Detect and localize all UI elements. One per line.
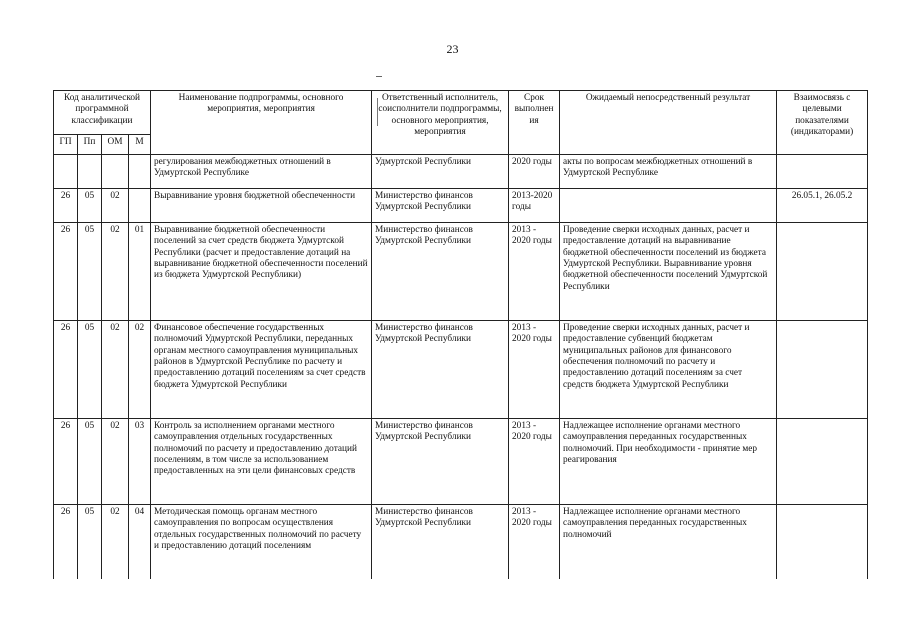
cell-name: Выравнивание бюджетной обеспеченности поселений за счет средств бюджета Удмуртской Республики (расчет и предоставление дотаций на выравнивание бюджетной обеспеченности поселений из бюджета Удмуртской Республики) [151,223,372,321]
cell-term: 2013 - 2020 годы [509,223,560,321]
cell-om: 02 [102,223,129,321]
cell-result: акты по вопросам межбюджетных отношений в Удмуртской Республике [560,155,777,189]
header-gp: ГП [54,135,78,155]
cell-result: Надлежащее исполнение органами местного самоуправления переданных государственных полномочий [560,505,777,579]
header-relation: Взаимосвязь с целевыми показателями (индикаторами) [777,91,868,155]
cell-name: Выравнивание уровня бюджетной обеспеченности [151,189,372,223]
cell-executor: Удмуртской Республики [372,155,509,189]
cell-pp: 05 [78,189,102,223]
cell-gp: 26 [54,321,78,419]
cell-name: регулирования межбюджетных отношений в Удмуртской Республике [151,155,372,189]
cell-executor: Министерство финансов Удмуртской Республики [372,321,509,419]
cell-gp: 26 [54,419,78,505]
cell-result: Проведение сверки исходных данных, расчет и предоставление субвенций бюджетам муниципальных районов для финансового обеспечения полномочий по расчету и предоставлению дотаций поселениям за счет средств бюджета Удмуртской Республики [560,321,777,419]
cell-om [102,155,129,189]
cell-term: 2013 - 2020 годы [509,419,560,505]
cell-term: 2013 - 2020 годы [509,321,560,419]
cell-name: Методическая помощь органам местного самоуправления по вопросам осуществления отдельных государственных полномочий по расчету и предоставлению дотаций поселениям [151,505,372,579]
cell-gp [54,155,78,189]
table-row [54,223,868,321]
header-om: ОМ [102,135,129,155]
cell-name: Контроль за исполнением органами местного самоуправления отдельных государственных полномочий по расчету и предоставлению дотаций поселениям, в том числе за использованием предоставленных на эти цели финансовых средств [151,419,372,505]
cell-relation: 26.05.1, 26.05.2 [777,189,868,223]
cell-relation [777,505,868,579]
scan-artifact [376,76,382,77]
cell-pp: 05 [78,419,102,505]
header-result: Ожидаемый непосредственный результат [560,91,777,155]
cell-pp [78,155,102,189]
page-number: 23 [446,42,459,56]
cell-m: 02 [129,321,151,419]
cell-pp: 05 [78,223,102,321]
cell-om: 02 [102,321,129,419]
header-code: Код аналитической программной классификации [54,91,151,135]
cell-gp: 26 [54,223,78,321]
table-row [54,155,868,189]
program-table [53,90,868,579]
header-name: Наименование подпрограммы, основного мероприятия, мероприятия [151,91,372,155]
header-term: Срок выполнен ия [509,91,560,155]
cell-om: 02 [102,505,129,579]
cell-m: 04 [129,505,151,579]
cell-gp: 26 [54,505,78,579]
cell-gp: 26 [54,189,78,223]
cell-relation [777,419,868,505]
cell-result: Надлежащее исполнение органами местного самоуправления переданных государственных полномочий. При необходимости - принятие мер реагирования [560,419,777,505]
cell-executor: Министерство финансов Удмуртской Республики [372,189,509,223]
table-row [54,189,868,223]
cell-result [560,189,777,223]
cell-pp: 05 [78,321,102,419]
cell-term: 2013 - 2020 годы [509,505,560,579]
table-row [54,505,868,579]
table-row [54,321,868,419]
cell-term: 2020 годы [509,155,560,189]
cell-relation [777,321,868,419]
cell-result: Проведение сверки исходных данных, расчет и предоставление дотаций на выравнивание бюджетной обеспеченности поселений из бюджета Удмуртской Республики. Выравнивание уровня бюджетной обеспеченности поселений Удмуртской Республики [560,223,777,321]
cell-executor: Министерство финансов Удмуртской Республики [372,223,509,321]
cell-om: 02 [102,189,129,223]
header-pp: Пп [78,135,102,155]
cell-m: 03 [129,419,151,505]
cell-pp: 05 [78,505,102,579]
header-m: М [129,135,151,155]
cell-om: 02 [102,419,129,505]
cell-m: 01 [129,223,151,321]
cell-executor: Министерство финансов Удмуртской Республики [372,419,509,505]
cell-executor: Министерство финансов Удмуртской Республики [372,505,509,579]
cell-m [129,189,151,223]
table-row [54,419,868,505]
cell-m [129,155,151,189]
cell-term: 2013-2020 годы [509,189,560,223]
cell-relation [777,223,868,321]
header-executor: Ответственный исполнитель, соисполнители подпрограммы, основного мероприятия, мероприятия [372,91,509,155]
cell-relation [777,155,868,189]
cell-name: Финансовое обеспечение государственных полномочий Удмуртской Республики, переданных органам местного самоуправления муниципальных районов в Удмуртской Республике по расчету и предоставлению дотаций поселениям за счет средств бюджета Удмуртской Республики [151,321,372,419]
